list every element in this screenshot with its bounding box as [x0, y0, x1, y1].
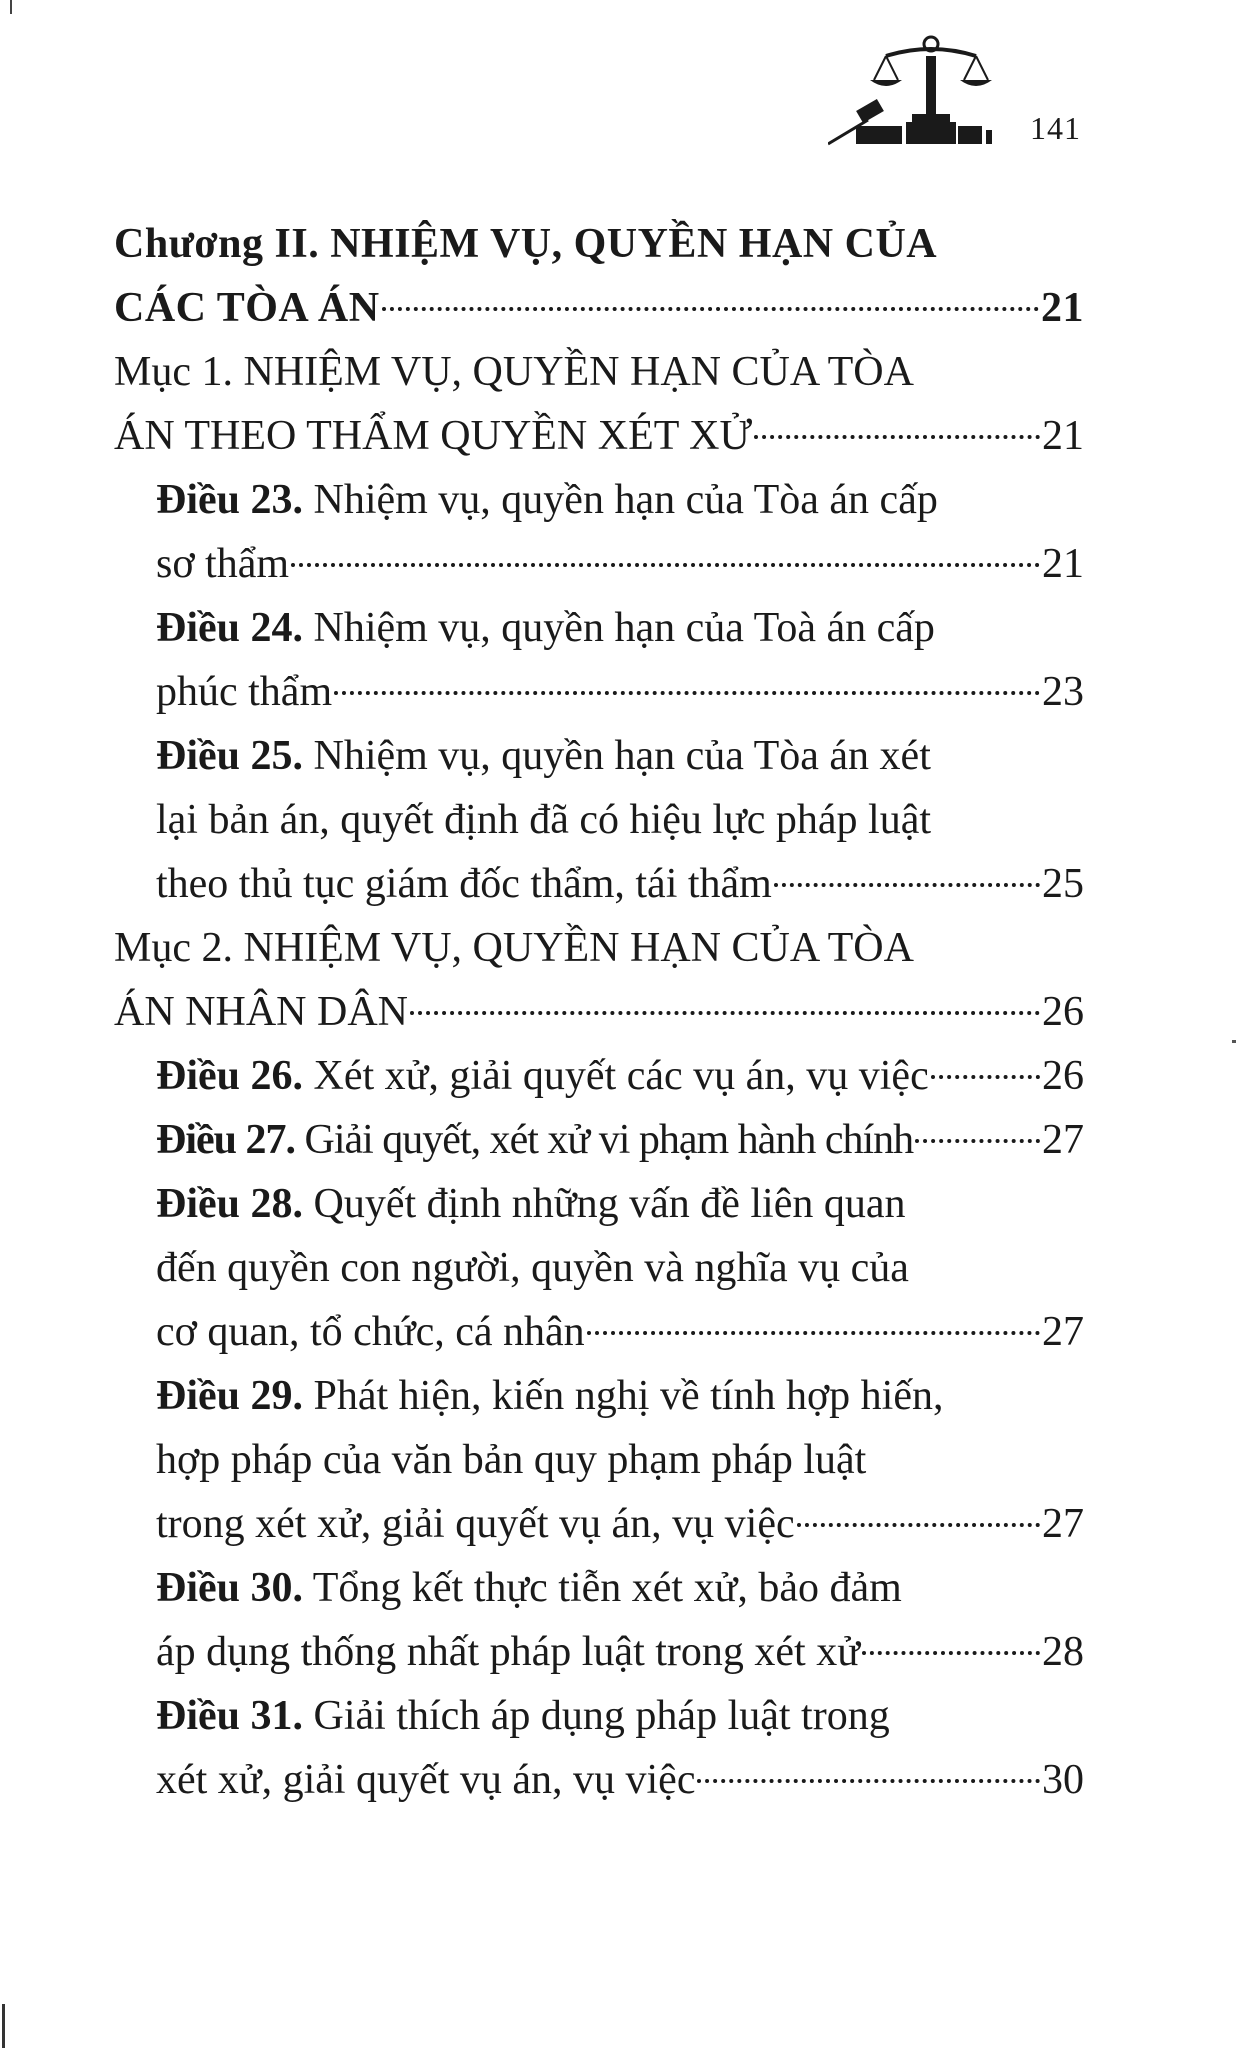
scan-edge-mark [10, 0, 12, 14]
toc-article-entry [156, 660, 1084, 724]
toc-entry-text: cơ quan, tổ chức, cá nhân [156, 1309, 585, 1355]
toc-page-ref: 28 [1042, 1629, 1084, 1675]
toc-page-ref: 21 [1042, 541, 1084, 587]
page-header [828, 34, 1098, 154]
dot-leader [797, 1523, 1040, 1527]
article-title: Giải thích áp dụng pháp luật trong [303, 1693, 890, 1739]
article-title: Nhiệm vụ, quyền hạn của Toà án cấp [303, 605, 935, 651]
scales-of-justice-and-gavel-icon [828, 34, 1013, 154]
toc-article-entry [156, 532, 1084, 596]
article-label: Điều 25. [156, 733, 303, 779]
dot-leader [334, 691, 1040, 695]
toc-page-ref: 27 [1042, 1501, 1084, 1547]
article-label: Điều 27. [156, 1117, 295, 1163]
toc-page-ref: 26 [1042, 989, 1084, 1035]
article-title: Giải quyết, xét xử vi phạm hành chính [295, 1117, 914, 1163]
dot-leader [931, 1075, 1040, 1079]
toc-entry-text: ÁN THEO THẨM QUYỀN XÉT XỬ [114, 413, 753, 459]
dot-leader [915, 1139, 1040, 1143]
toc-entry-text: ÁN NHÂN DÂN [114, 989, 408, 1035]
toc-section-entry [114, 980, 1084, 1044]
toc-page-ref: 27 [1042, 1309, 1084, 1355]
toc-entry-text: áp dụng thống nhất pháp luật trong xét xử [156, 1629, 860, 1675]
toc-page-ref: 21 [1042, 413, 1084, 459]
toc-page-ref: 23 [1042, 669, 1084, 715]
dot-leader [754, 435, 1040, 439]
dot-leader [382, 307, 1039, 311]
article-title: Phát hiện, kiến nghị về tính hợp hiến, [303, 1373, 944, 1419]
article-title: Nhiệm vụ, quyền hạn của Tòa án xét [303, 733, 931, 779]
toc-article-continuation: lại bản án, quyết định đã có hiệu lực pháp luật [156, 797, 932, 843]
article-title: Tổng kết thực tiễn xét xử, bảo đảm [303, 1565, 902, 1611]
toc-page-ref: 30 [1042, 1757, 1084, 1803]
toc-entry-text: phúc thẩm [156, 669, 333, 715]
toc-article-26 [156, 1044, 1084, 1108]
article-label: Điều 28. [156, 1181, 303, 1227]
toc-article-entry [156, 1300, 1084, 1364]
toc-article-entry [156, 1748, 1084, 1812]
article-label: Điều 31. [156, 1693, 303, 1739]
toc-article-31 [156, 1684, 890, 1748]
page-number: 141 [1030, 110, 1081, 146]
article-label: Điều 24. [156, 605, 303, 651]
dot-leader [291, 563, 1040, 567]
dot-leader [862, 1651, 1040, 1655]
article-label: Điều 29. [156, 1373, 303, 1419]
toc-entry-text: sơ thẩm [156, 541, 290, 587]
toc-article-27 [156, 1108, 1084, 1172]
article-title: Nhiệm vụ, quyền hạn của Tòa án cấp [303, 477, 938, 523]
dot-leader [410, 1011, 1040, 1015]
article-label: Điều 23. [156, 477, 303, 523]
toc-entry-text: trong xét xử, giải quyết vụ án, vụ việc [156, 1501, 795, 1547]
toc-entry-text: CÁC TÒA ÁN [114, 285, 380, 331]
toc-entry-text: xét xử, giải quyết vụ án, vụ việc [156, 1757, 696, 1803]
toc-article-23 [156, 468, 938, 532]
dot-leader [587, 1331, 1040, 1335]
toc-article-entry [156, 1492, 1084, 1556]
toc-chapter-entry [114, 276, 1084, 340]
article-label: Điều 30. [156, 1565, 303, 1611]
scan-edge-mark [1232, 1040, 1236, 1043]
toc-page-ref: 26 [1042, 1053, 1084, 1099]
toc-article-29 [156, 1364, 943, 1428]
toc-article-24 [156, 596, 935, 660]
dot-leader [697, 1779, 1040, 1783]
scan-edge-mark [2, 2004, 5, 2048]
toc-section-title: Mục 2. NHIỆM VỤ, QUYỀN HẠN CỦA TÒA [114, 925, 914, 971]
toc-section-title: Mục 1. NHIỆM VỤ, QUYỀN HẠN CỦA TÒA [114, 349, 914, 395]
toc-page-ref: 27 [1042, 1117, 1084, 1163]
article-label: Điều 26. [156, 1053, 303, 1099]
article-title: Quyết định những vấn đề liên quan [303, 1181, 906, 1227]
article-title: Xét xử, giải quyết các vụ án, vụ việc [303, 1053, 929, 1099]
toc-article-continuation: đến quyền con người, quyền và nghĩa vụ của [156, 1245, 909, 1291]
toc-article-entry [156, 1620, 1084, 1684]
toc-article-28 [156, 1172, 905, 1236]
toc-article-30 [156, 1556, 902, 1620]
toc-article-25 [156, 724, 931, 788]
toc-page-ref: 25 [1042, 861, 1084, 907]
toc-page-ref: 21 [1041, 285, 1084, 331]
toc-chapter-title: Chương II. NHIỆM VỤ, QUYỀN HẠN CỦA [114, 221, 938, 267]
toc-article-entry [156, 852, 1084, 916]
toc-entry-text: theo thủ tục giám đốc thẩm, tái thẩm [156, 861, 772, 907]
dot-leader [774, 883, 1040, 887]
toc-section-entry [114, 404, 1084, 468]
toc-article-continuation: hợp pháp của văn bản quy phạm pháp luật [156, 1437, 867, 1483]
